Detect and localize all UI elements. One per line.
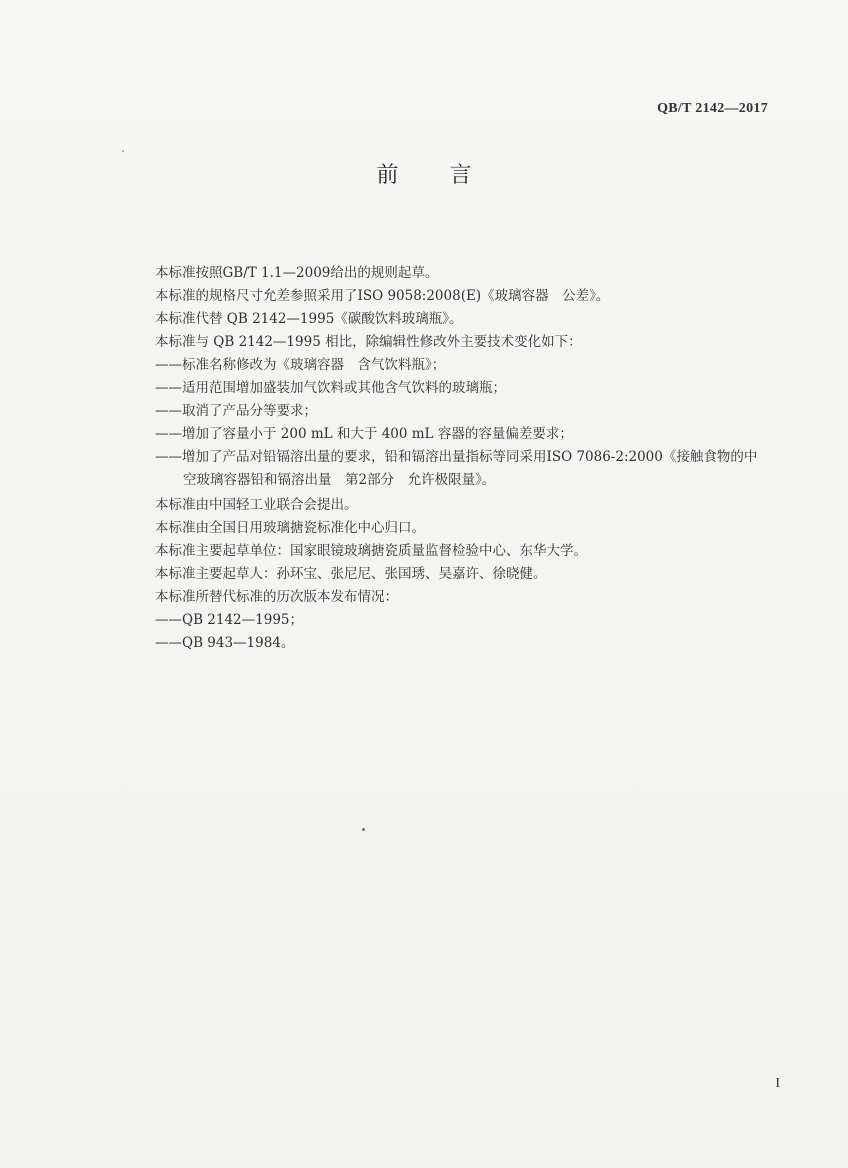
list-item: ——QB 943—1984。 <box>155 635 295 651</box>
paragraph-line: 本标准由中国轻工业联合会提出。 <box>155 497 358 513</box>
page-number: I <box>775 1076 780 1091</box>
scan-speck <box>122 150 124 152</box>
paragraph-line: 本标准由全国日用玻璃搪瓷标准化中心归口。 <box>155 520 425 536</box>
paragraph-line: 本标准的规格尺寸允差参照采用了ISO 9058:2008(E)《玻璃容器 公差》。 <box>155 288 610 304</box>
scan-speck <box>362 828 365 831</box>
list-item-continuation: 空玻璃容器铅和镉溶出量 第2部分 允许极限量》。 <box>183 472 496 488</box>
page-title: 前 言 <box>376 163 494 188</box>
paragraph-line: 本标准代替 QB 2142—1995《碳酸饮料玻璃瓶》。 <box>155 311 463 327</box>
paragraph-line: 本标准按照GB/T 1.1—2009给出的规则起草。 <box>155 265 439 281</box>
paragraph-line: 本标准主要起草单位：国家眼镜玻璃搪瓷质量监督检验中心、东华大学。 <box>155 543 587 559</box>
list-item: ——增加了容量小于 200 mL 和大于 400 mL 容器的容量偏差要求； <box>155 426 573 442</box>
list-item: ——QB 2142—1995； <box>155 612 303 628</box>
list-item: ——增加了产品对铅镉溶出量的要求，铅和镉溶出量指标等同采用ISO 7086-2:2000《接触食物的中 <box>155 449 758 465</box>
list-item: ——标准名称修改为《玻璃容器 含气饮料瓶》； <box>155 357 446 373</box>
paragraph-line: 本标准主要起草人：孙环宝、张尼尼、张国琇、吴嘉许、徐晓健。 <box>155 566 547 582</box>
foreword-paragraphs-2 <box>155 494 790 655</box>
paragraph-line: 本标准与 QB 2142—1995 相比，除编辑性修改外主要技术变化如下： <box>155 334 582 350</box>
standard-code: QB/T 2142—2017 <box>657 101 768 116</box>
list-item: ——适用范围增加盛装加气饮料或其他含气饮料的玻璃瓶； <box>155 380 506 396</box>
list-item: ——取消了产品分等要求； <box>155 403 317 419</box>
paragraph-line: 本标准所替代标准的历次版本发布情况： <box>155 589 398 605</box>
foreword-paragraphs-1 <box>155 262 790 492</box>
